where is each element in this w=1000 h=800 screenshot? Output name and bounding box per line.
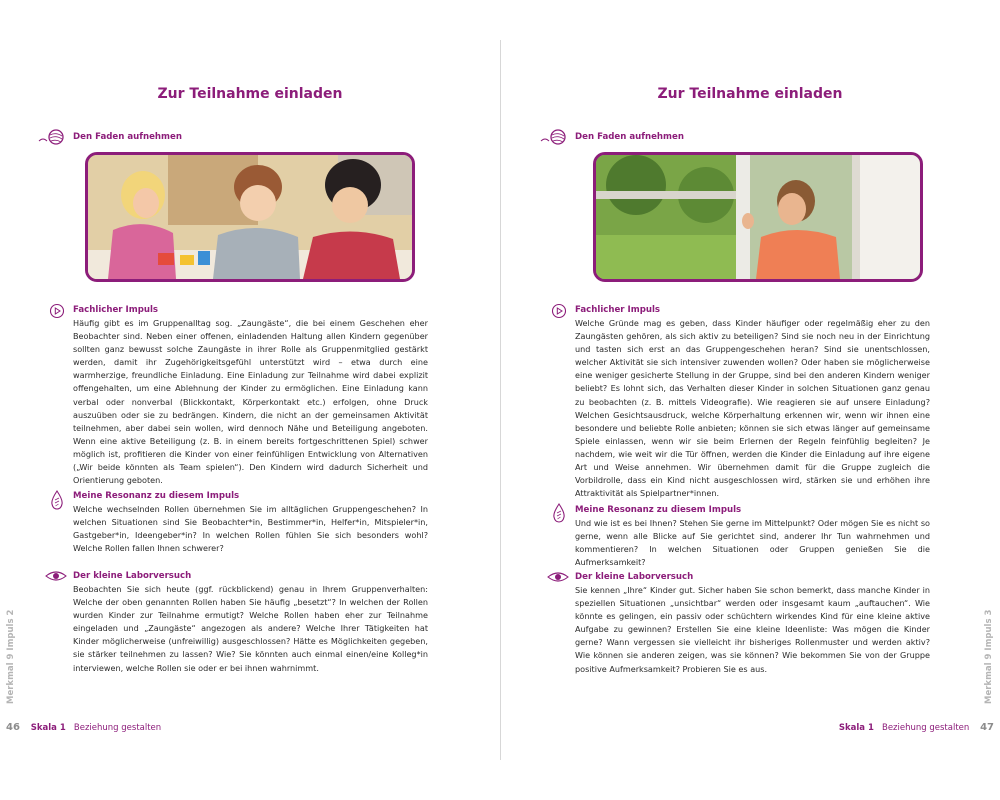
page-title: Zur Teilnahme einladen — [157, 86, 343, 102]
resonanz-section-right — [575, 504, 930, 569]
play-circle-icon — [551, 303, 567, 319]
resonanz-section — [73, 490, 428, 555]
footer-skala: Skala 1 — [30, 723, 66, 733]
book-spine — [500, 40, 501, 760]
impuls-section-right — [575, 304, 930, 500]
resonanz-heading: Meine Resonanz zu diesem Impuls — [73, 491, 240, 501]
labor-text: Beobachten Sie sich heute (ggf. rückblickend) genau in Ihrem Gruppenverhalten: Welche der oben genannten Rollen haben Sie häufig „besetzt“? In welchen der Rollen wurden Kinder zur Teilnahme ermutigt? Welche Rollen haben eher zur Teilnahme eingeladen und „Zaungäste“ angezogen als andere? Welche Ihrer Tätigkeiten hat Kinder möglicherweise (unfreiwillig) ausgeschlossen? Hätte es Möglichkeiten gegeben, sie stärker teilnehmen zu lassen? Wie? Sie könnten auch einmal einen/eine Kolleg*in interviewen, welche Rollen sie oder er bei ihnen wahrnimmt. — [73, 584, 428, 673]
play-circle-icon — [49, 303, 65, 319]
side-marker-right: Merkmal 9 Impuls 3 — [984, 609, 994, 704]
page-number: 47 — [980, 722, 994, 733]
page-footer — [6, 722, 161, 733]
resonanz-text: Und wie ist es bei Ihnen? Stehen Sie gerne im Mittelpunkt? Oder mögen Sie es nicht so gerne, wenn alle Blicke auf Sie gerichtet sind, anderer Ihr Tun wahrnehmen und kommentieren? In welchen Situationen oder Gruppen genießen Sie die Aufmerksamkeit? — [575, 518, 930, 568]
labor-heading: Der kleine Laborversuch — [575, 572, 694, 582]
labor-section-right — [575, 571, 930, 676]
footer-section-title: Beziehung gestalten — [73, 723, 162, 733]
labor-section — [73, 570, 428, 675]
page-title-right: Zur Teilnahme einladen — [657, 86, 843, 102]
yarn-ball-icon — [540, 128, 570, 146]
labor-text: Sie kennen „Ihre“ Kinder gut. Sicher haben Sie schon bemerkt, dass manche Kinder in speziellen Situationen „unsichtbar“ werden oder insgesamt kaum „auftauchen“. Wie könnte es gelingen, ein passiv oder schüchtern wirkendes Kind für eine kleine aktive Aufgabe zu gewinnen? Erstellen Sie eine kleine Ideenliste: Was mögen die Kinder gerne? Wann vergessen sie vielleicht ihr bisheriges Rollenmuster und werden aktiv? Wie können sie anderen zeigen, was sie können? Wie bekommen Sie von der Gruppe positive Aufmerksamkeit? Probieren Sie es aus. — [575, 585, 930, 674]
resonanz-heading: Meine Resonanz zu diesem Impuls — [575, 505, 742, 515]
impuls-heading: Fachlicher Impuls — [73, 305, 159, 315]
impuls-section — [73, 304, 428, 487]
drop-icon — [551, 503, 567, 523]
photo-illustration — [88, 155, 412, 279]
faden-heading: Den Faden aufnehmen — [73, 132, 182, 142]
boy-at-window-photo — [593, 152, 923, 282]
impuls-text: Welche Gründe mag es geben, dass Kinder häufiger oder regelmäßig eher zu den Zaungästen gehören, als sich aktiv zu beteiligen? Sind sie noch neu in der Einrichtung und tasten sich erst an das Gruppengeschehen heran? Sind sie unentschlossen, welcher Aktivität sie sich intensiver zuwenden wollen? Oder haben sie möglicherweise eine weniger gesicherte Stellung in der Gruppe, sind bei den anderen Kindern weniger beliebt? Es lohnt sich, das Verhalten dieser Kinder in solchen Situationen ganz genau zu beobachten (z. B. mittels Videografie). Wie reagieren sie auf unsere Einladung? Welchen Gesichtsausdruck, welche Körperhaltung erkennen wir, wenn wir ihnen eine besondere und beliebte Rolle anbieten; können sie sich etwas länger auf gemeinsame Spiele einlassen, wenn wir sie beim Erlernen der Regeln feinfühlig begleiten? Je nachdem, wie weit wir die Tür öffnen, werden die Kinder die Einladung auf ihre eigene Art und Weise annehmen. Wir übernehmen damit für die Gruppe zugleich die Vorbildrolle, dass ein Kind nicht ausgeschlossen wird, stärken sie und erhöhen ihre Attraktivität als Spielpartner*innen. — [575, 318, 930, 499]
yarn-ball-icon — [38, 128, 68, 146]
eye-icon — [45, 570, 67, 582]
eye-icon — [547, 571, 569, 583]
page-footer-right — [839, 722, 994, 733]
resonanz-text: Welche wechselnden Rollen übernehmen Sie im alltäglichen Gruppengeschehen? In welchen Situationen sind Sie Beobachter*in, Bestimmer*in, Helfer*in, Mitspieler*in, Gastgeber*in, Ideengeber*in? In welchen Rollen fühlen Sie sich besonders wohl? Welche Rollen fallen Ihnen schwerer? — [73, 504, 428, 554]
faden-section-right — [575, 131, 930, 143]
faden-heading: Den Faden aufnehmen — [575, 132, 684, 142]
footer-section-title: Beziehung gestalten — [881, 723, 970, 733]
impuls-heading: Fachlicher Impuls — [575, 305, 661, 315]
photo-illustration — [596, 155, 920, 279]
drop-icon — [49, 490, 65, 510]
children-playing-photo — [85, 152, 415, 282]
labor-heading: Der kleine Laborversuch — [73, 571, 192, 581]
side-marker: Merkmal 9 Impuls 2 — [6, 609, 16, 704]
faden-section — [73, 131, 428, 143]
footer-skala: Skala 1 — [838, 723, 874, 733]
impuls-text: Häufig gibt es im Gruppenalltag sog. „Zaungäste“, die bei einem Geschehen eher Beobachter sind. Neben einer offenen, einladenden Haltung allen Kindern gegenüber sollten ganz bewusst solche Zaungäste in ihrer Rolle als Gruppenmitglied gestärkt werden, damit ihr Zugehörigkeitsgefühl unterstützt wird – etwa durch eine warmherzige, freundliche Einladung. Eine Einladung zur Teilnahme wird dabei explizit offengehalten, um eine Ablehnung der Kinder zu ermöglichen. Eine Einladung kann verbal oder nonverbal (Blickkontakt, Körperkontakt etc.) erfolgen, ohne Druck auszuüben oder sie zu bedrängen. Kindern, die nicht an der gemeinsamen Aktivität teilnehmen, aber dabei sein wollen, wird dennoch Nähe und Beteiligung angeboten. Wenn eine aktive Beteiligung (z. B. in einem bereits fortgeschrittenen Spiel) schwer möglich ist, profitieren die Kinder von einer feinfühligen Entwicklung von Alternativen („Wir beide könnten als Team spielen“). Den Kindern wird dadurch Sicherheit und Orientierung geboten. — [73, 318, 428, 486]
page-number: 46 — [6, 722, 20, 733]
